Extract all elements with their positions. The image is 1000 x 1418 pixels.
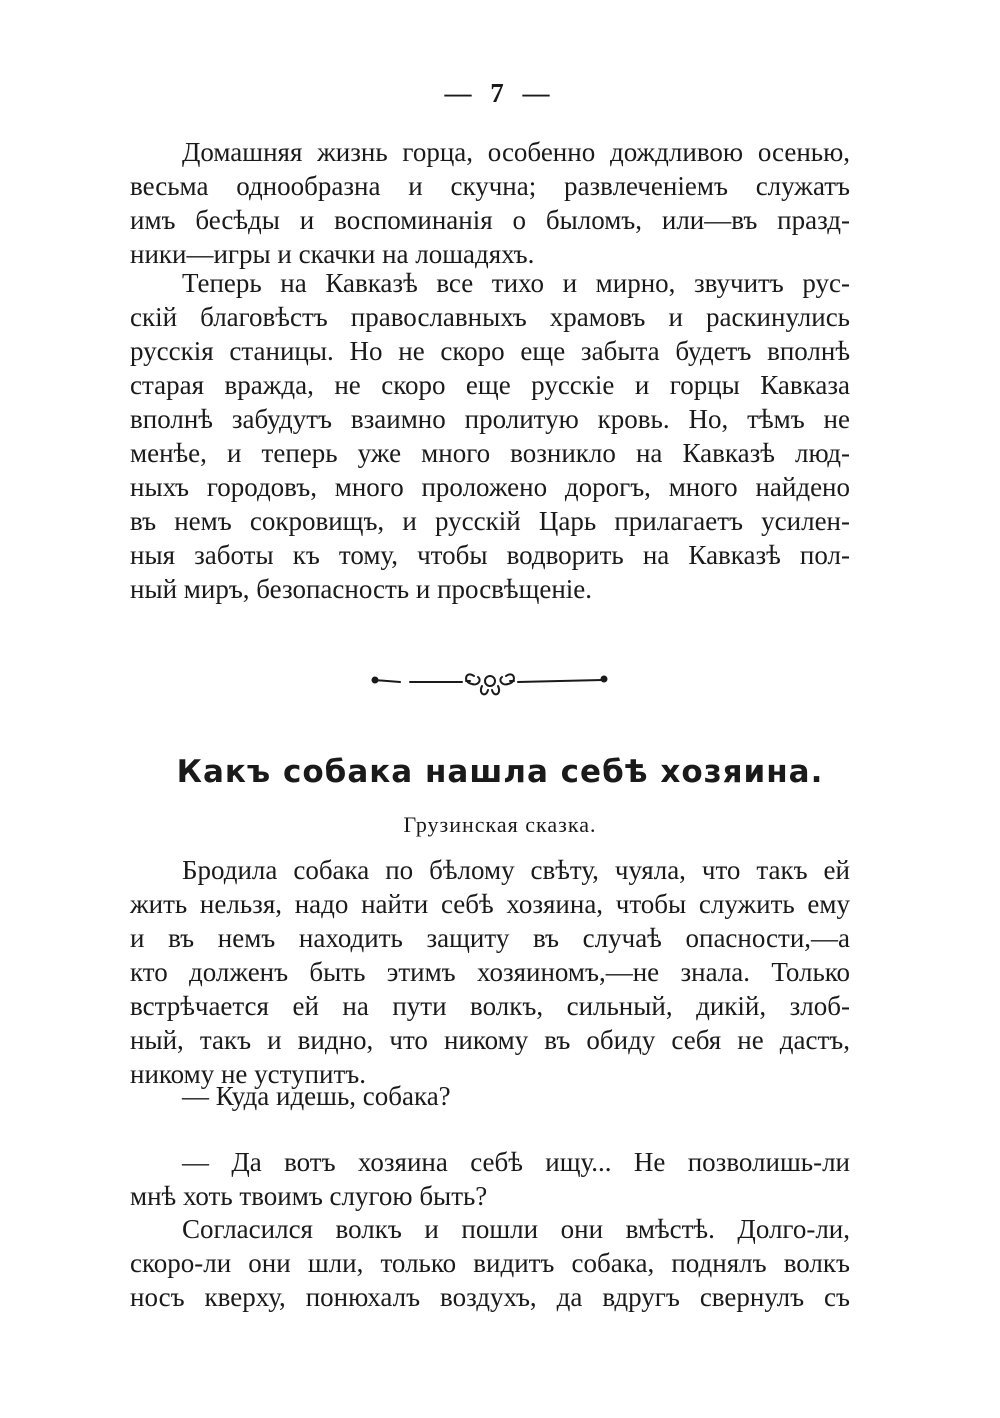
intro-paragraph-1 [130,135,850,271]
text-line: жить нельзя, надо найти себѣ хозяина, чтобы служить ему [130,889,850,919]
story-title: Какъ собака нашла себѣ хозяина. [176,754,824,790]
text-line: ныя заботы къ тому, чтобы водворить на Кавказѣ пол- [130,540,850,570]
text-line: никому не уступитъ. [130,1059,366,1089]
text-line: носъ кверху, понюхалъ воздухъ, да вдругъ свернулъ съ [130,1282,850,1312]
text-line: — Куда идешь, собака? [182,1081,451,1111]
text-line: скоро-ли они шли, только видитъ собака, поднялъ волкъ [130,1248,850,1278]
text-line: менѣе, и теперь уже много возникло на Кавказѣ люд- [130,438,850,468]
text-line: ныхъ городовъ, много проложено дорогъ, много найдено [130,472,850,502]
text-line: ный, такъ и видно, что никому въ обиду себя не дастъ, [130,1025,850,1055]
text-line: встрѣчается ей на пути волкъ, сильный, дикій, злоб- [130,991,850,1021]
story-subtitle: Грузинская сказка. [403,812,597,837]
text-line: скій благовѣстъ православныхъ храмовъ и раскинулись [130,302,850,332]
story-paragraph-1 [130,853,850,1091]
dialogue-line-2 [130,1145,850,1213]
dialogue-line-1 [130,1079,850,1113]
page-number: — 7 — [444,78,556,108]
text-line: Бродила собака по бѣлому свѣту, чуяла, что такъ ей [182,855,850,885]
text-line: Домашняя жизнь горца, особенно дождливою осенью, [182,137,850,167]
intro-paragraph-2 [130,266,850,606]
text-line: въ немъ сокровищъ, и русскій Царь прилагаетъ усилен- [130,506,850,536]
text-line: Теперь на Кавказѣ все тихо и мирно, звучитъ рус- [182,268,850,298]
text-line: вполнѣ забудутъ взаимно пролитую кровь. Но, тѣмъ не [130,404,850,434]
text-line: имъ бесѣды и воспоминанія о быломъ, или—въ празд- [130,205,850,235]
text-line: мнѣ хоть твоимъ слугою быть? [130,1181,488,1211]
text-line: ный миръ, безопасность и просвѣщеніе. [130,574,593,604]
text-line: Согласился волкъ и пошли они вмѣстѣ. Долго-ли, [182,1214,850,1244]
ornament-divider-icon [370,662,610,702]
text-line: — Да вотъ хозяина себѣ ищу... Не позволишь-ли [182,1147,850,1177]
text-line: весьма однообразна и скучна; развлеченіемъ служатъ [130,171,850,201]
text-line: русскія станицы. Но не скоро еще забыта будетъ вполнѣ [130,336,850,366]
text-line: ники—игры и скачки на лошадяхъ. [130,239,535,269]
text-line: и въ немъ находить защиту въ случаѣ опасности,—а [130,923,850,953]
story-paragraph-2 [130,1212,850,1314]
text-line: кто долженъ быть этимъ хозяиномъ,—не знала. Только [130,957,850,987]
text-line: старая вражда, не скоро еще русскіе и горцы Кавказа [130,370,850,400]
